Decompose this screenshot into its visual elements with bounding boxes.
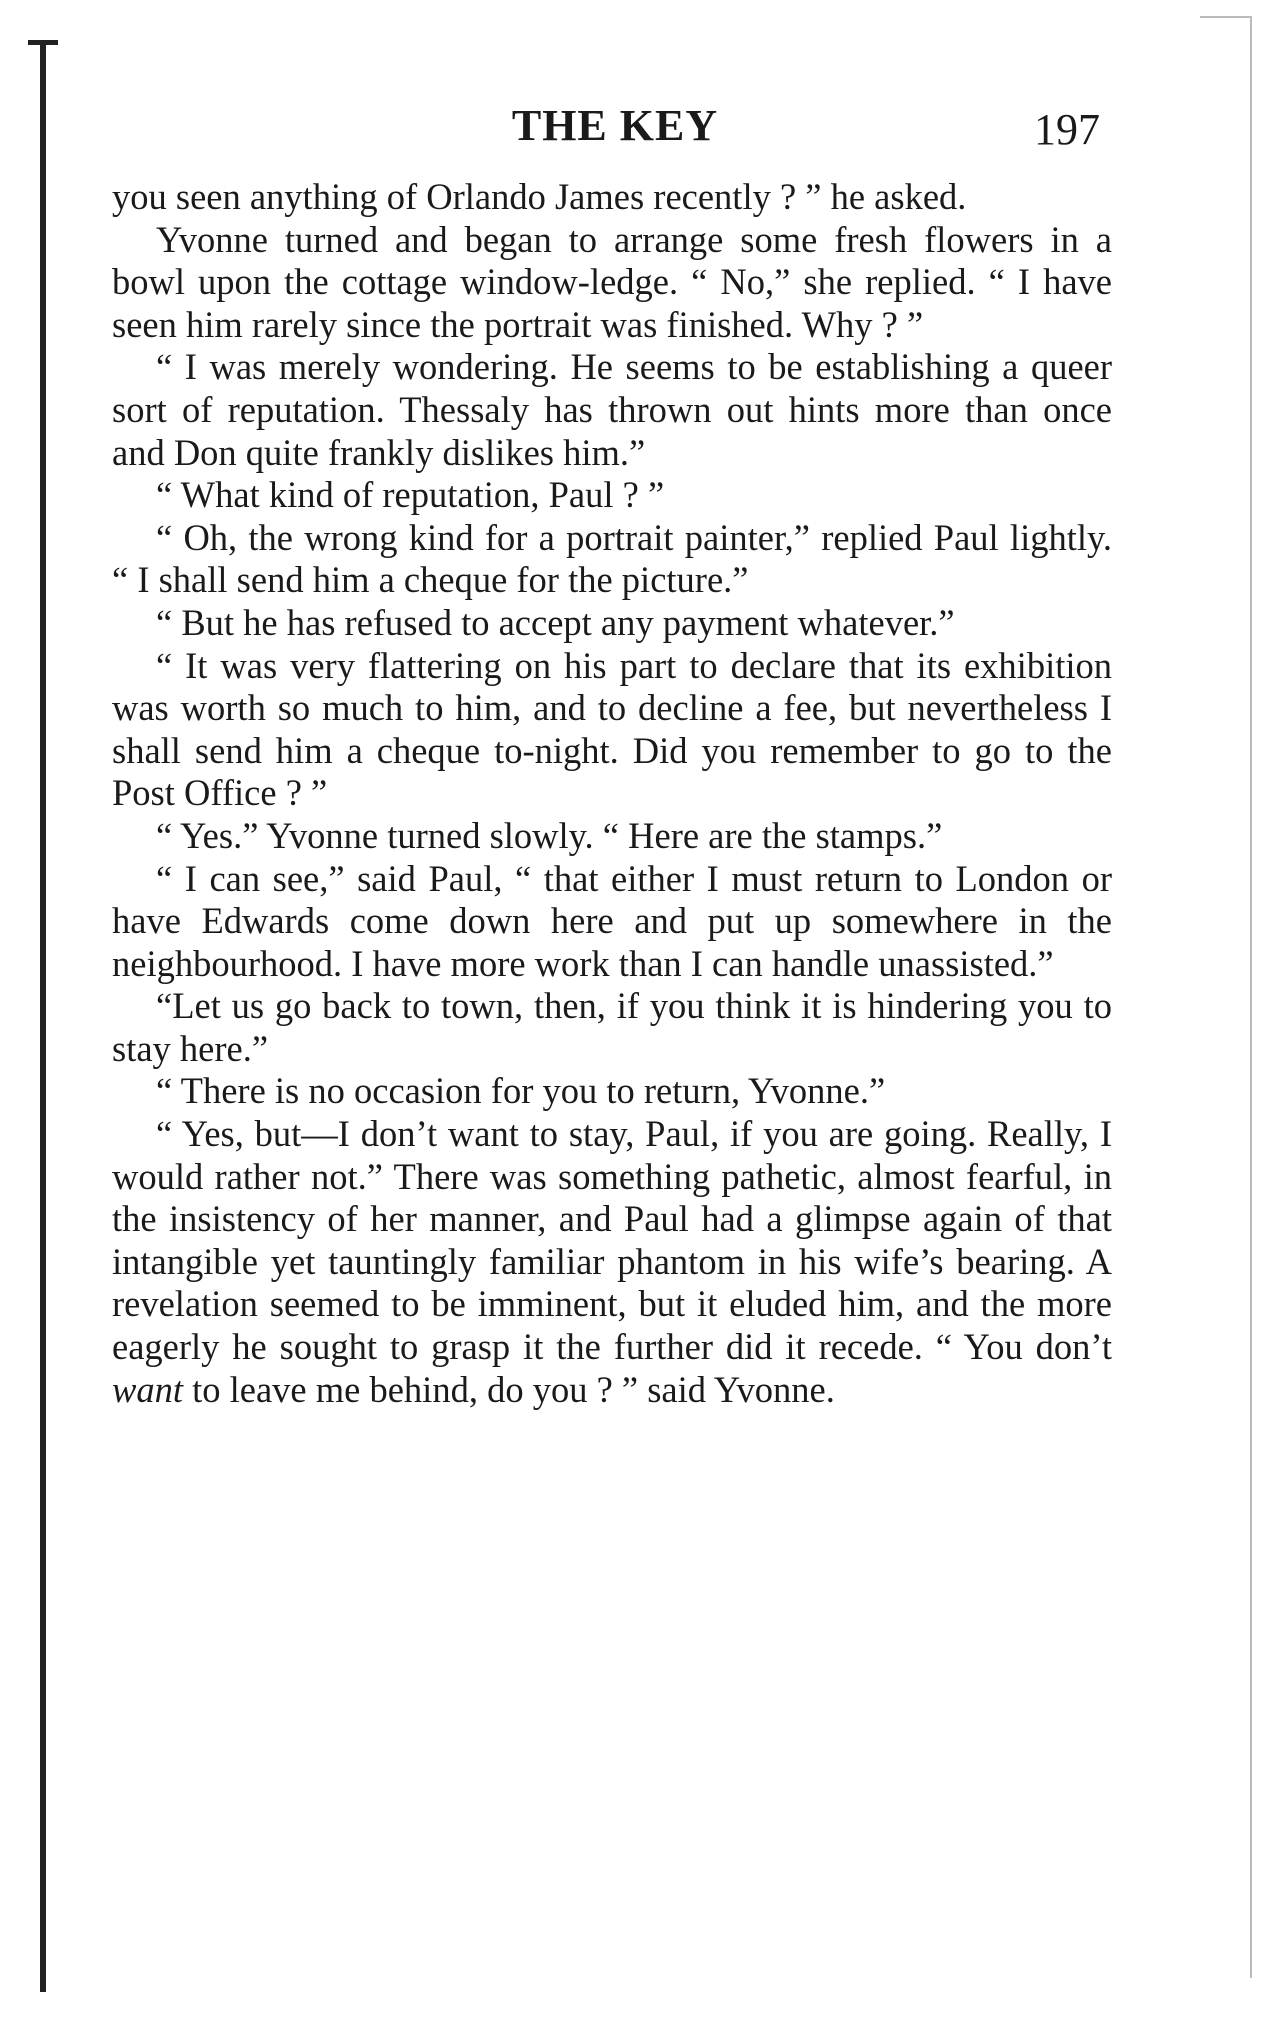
binding-edge [40,42,46,1992]
paragraph: “ It was very flattering on his part to declare that its exhibition was worth so much to him, and to decline a fee, but nevertheless I shall send him a cheque to-night. Did you remember to go to the Post Office ? ” [112,644,1112,814]
paragraph: you seen anything of Orlando James recently ? ” he asked. [112,176,967,217]
paragraph: “ But he has refused to accept any payment whatever.” [156,601,955,643]
paragraph: “ There is no occasion for you to return, Yvonne.” [156,1070,886,1112]
paragraph: “ I was merely wondering. He seems to be establishing a queer sort of reputation. Thessaly has thrown out hints more than once and Don quite frankly dislikes him.” [112,346,1112,473]
text-run: to leave me behind, do you ? ” said Yvonne. [192,1368,835,1410]
paragraph: “ I can see,” said Paul, “ that either I must return to London or have Edwards come down here and put up somewhere in the neighbourhood. I have more work than I can handle unassisted.” [112,857,1112,984]
paragraph: Yvonne turned and began to arrange some fresh flowers in a bowl upon the cottage window-ledge. “ No,” she replied. “ I have seen him rarely since the portrait was finished. Why ? ” [112,218,1112,345]
paragraph: “ What kind of reputation, Paul ? ” [156,474,665,516]
page-top-edge [1200,16,1252,18]
italic-emphasis: want [112,1368,183,1410]
text-run: “ Yes, but—I don’t want to stay, Paul, if you are going. Really, I would rather not.” There was something pathetic, almost fearful, in the insistency of her manner, and Paul had a glimpse again of that intangible yet tauntingly familiar phantom in his wife’s bearing. A revelation seemed to be imminent, but it eluded him, and the more eagerly he sought to grasp it the further did it recede. “ You don’t [112,1113,1112,1368]
running-title: THE KEY [511,101,719,150]
body-text [112,176,1112,1411]
paragraph: “ Yes.” Yvonne turned slowly. “ Here are the stamps.” [156,814,943,856]
page-number: 197 [1034,105,1100,154]
running-head [110,100,1120,160]
paragraph: “ Oh, the wrong kind for a portrait painter,” replied Paul lightly. “ I shall send him a cheque for the picture.” [112,516,1112,601]
page-right-edge [1250,18,1252,1978]
paragraph: “Let us go back to town, then, if you think it is hindering you to stay here.” [112,985,1112,1069]
paragraph-last [112,1113,1112,1411]
